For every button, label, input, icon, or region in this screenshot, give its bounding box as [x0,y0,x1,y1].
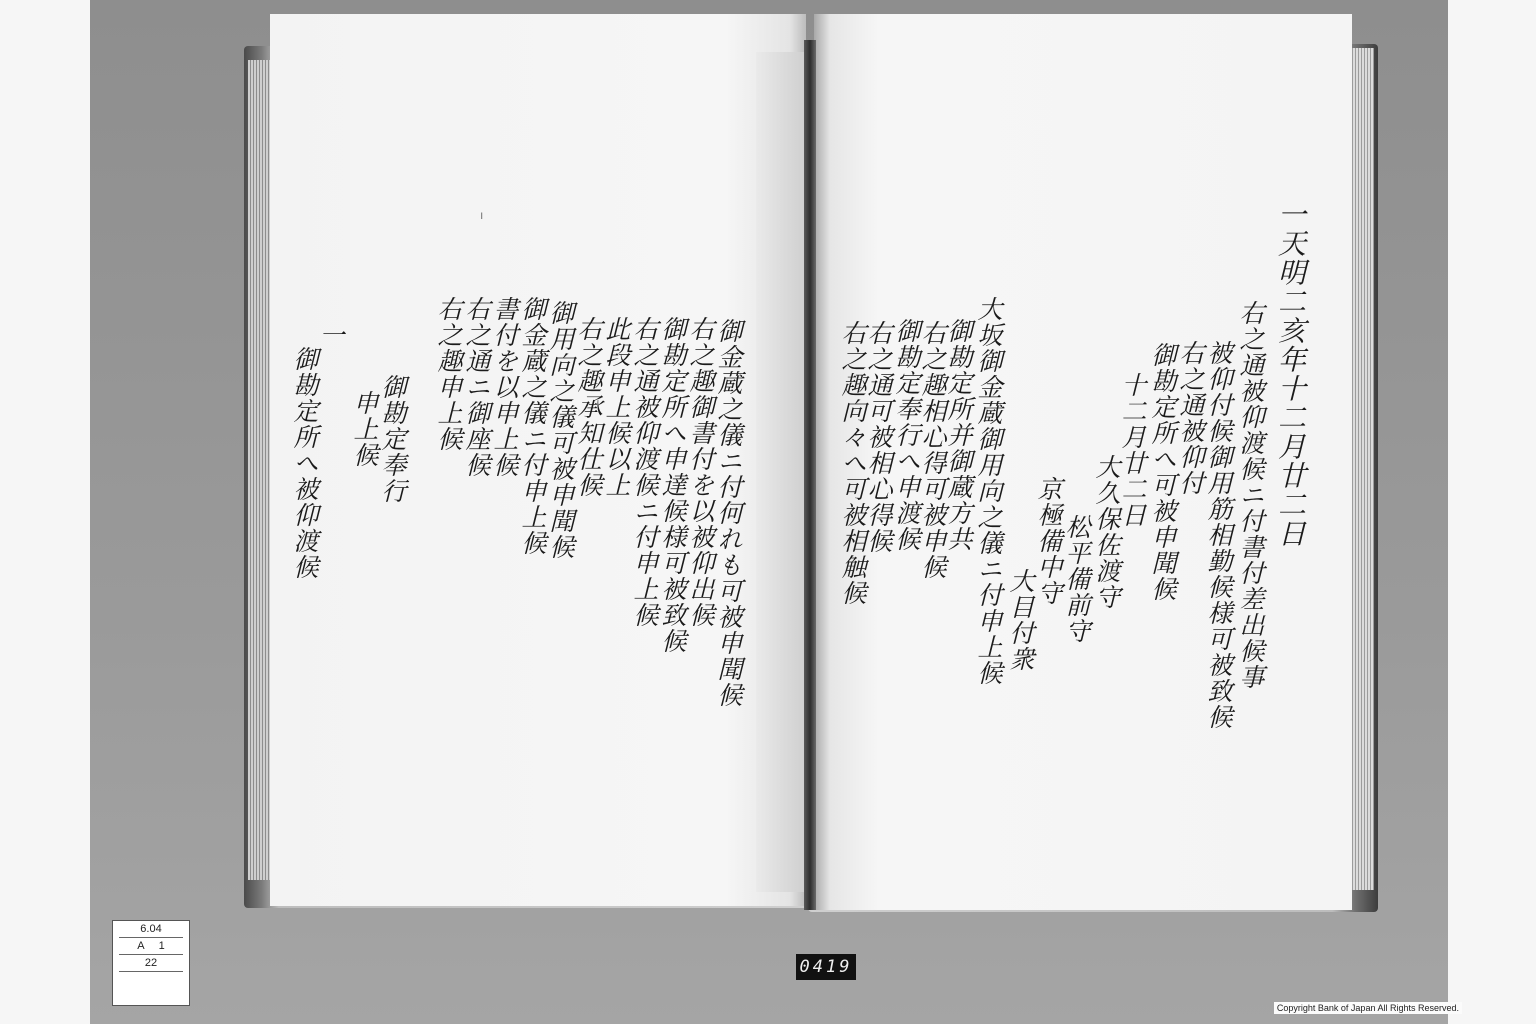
manuscript-column: 御勘定所へ被仰渡候 [290,346,319,580]
label-volume: 1 [158,940,165,952]
manuscript-column: 右之趣御書付を以被仰出候 [686,316,715,628]
manuscript-column: 右之通ニ御座候 [462,296,491,478]
label-code: 6.04 [140,923,162,935]
scan-border-right [1448,0,1536,1024]
manuscript-column: 十二月廿二日 [1118,372,1147,528]
manuscript-column: 御用向之儀可被申聞候 [546,300,575,560]
pencil-mark: ı [480,208,484,222]
copyright-notice: Copyright Bank of Japan All Rights Reserved. [1274,1002,1462,1014]
manuscript-column: 御勘定所へ申達候様可被致候 [658,316,687,654]
manuscript-column: 右之趣向々へ可被相触候 [838,320,867,606]
manuscript-column: 右之通被仰渡候ニ付書付差出候事 [1236,300,1265,690]
manuscript-column: 此段申上候以上 [602,316,631,498]
manuscript-column: 右之趣申上候 [434,296,463,452]
manuscript-column: 書付を以申上候 [490,296,519,478]
manuscript-column: 右之通可被相心得候 [864,320,893,554]
scan-border-left [0,0,90,1024]
manuscript-column: 一天明二亥年十二月廿二日 [1274,200,1307,548]
frame-number: 0419 [796,954,856,980]
book-gutter [804,40,816,910]
left-page-fold [756,52,806,892]
manuscript-column: 一 [316,322,345,348]
manuscript-column: 御勘定奉行へ申渡候 [892,318,921,552]
page-stack-left [248,60,270,880]
manuscript-column: 御勘定所へ可被申聞候 [1148,342,1177,602]
manuscript-column: 御金蔵之儀ニ付申上候 [518,296,547,556]
label-row [119,955,183,972]
manuscript-column: 御勘定所并御蔵方共 [944,318,973,552]
label-row-blank [119,972,183,988]
catalogue-label [112,920,190,1006]
manuscript-column: 申上候 [350,390,379,468]
label-series: A [137,940,145,952]
manuscript-column: 右之通被仰付 [1176,340,1205,496]
manuscript-column: 大目付衆 [1006,568,1035,672]
manuscript-column: 松平備前守 [1062,514,1091,644]
manuscript-column: 京極備中守 [1034,476,1063,606]
manuscript-column: 右之趣承知仕候 [574,316,603,498]
manuscript-column: 右之通被仰渡候ニ付申上候 [630,316,659,628]
manuscript-column: 御勘定奉行 [378,374,407,504]
label-row [119,921,183,938]
manuscript-column: 右之趣相心得可被申候 [918,320,947,580]
manuscript-column: 大久保佐渡守 [1092,454,1121,610]
label-row [119,938,183,955]
manuscript-column: 大坂御金蔵御用向之儀ニ付申上候 [974,296,1003,686]
label-item: 22 [144,957,158,969]
manuscript-column: 被仰付候御用筋相勤候様可被致候 [1204,340,1233,730]
manuscript-column: 御金蔵之儀ニ付何れも可被申聞候 [714,318,743,708]
